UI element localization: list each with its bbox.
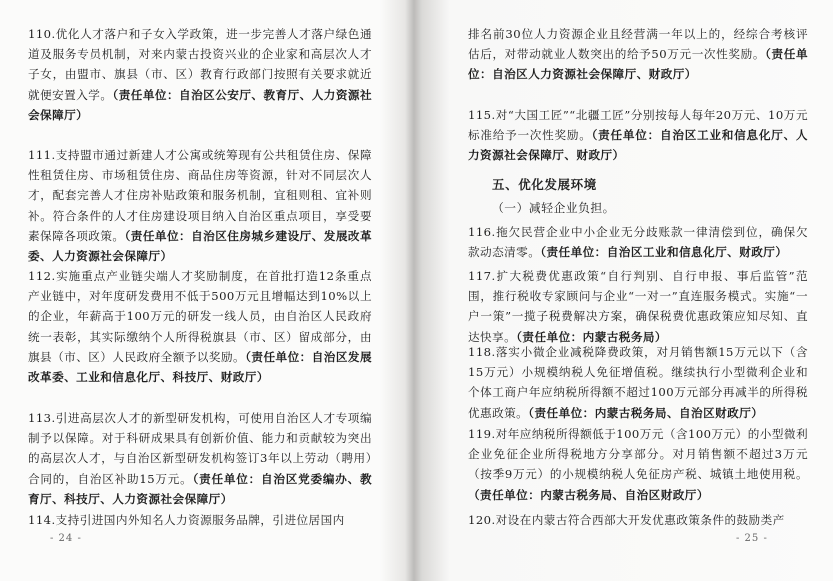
paragraph-text: 113.引进高层次人才的新型研发机构，可使用自治区人才专项编制予以保障。对于科研成果具有创新价值、能力和贡献较为突出的高层次人才，与自治区新型研发机构签订3年以上劳动（聘用）合同的，自治区补助15万元。 [28, 411, 372, 486]
responsible-units: （责任单位：自治区住房城乡建设厅、发展改革委、人力资源社会保障厅） [28, 228, 372, 264]
paragraph-text: 116.拖欠民营企业中小企业无分歧账款一律清偿到位，确保欠款动态清零。 [468, 225, 808, 260]
paragraph-113 [28, 408, 372, 509]
paragraph-114 [28, 510, 372, 530]
responsible-units: （责任单位：内蒙古税务局、自治区财政厅） [468, 487, 709, 502]
paragraph-116 [468, 222, 808, 262]
subsection-heading: （一）减轻企业负担。 [492, 201, 615, 215]
paragraph-115 [468, 105, 808, 166]
responsible-units: （责任单位：自治区公安厅、教育厅、人力资源社会保障厅） [28, 87, 372, 122]
responsible-units: （责任单位：自治区工业和信息化厅、财政厅） [540, 245, 788, 260]
paragraph-text: 112.实施重点产业链尖端人才奖励制度，在首批打造12条重点产业链中，对年度研发费用不低于500万元且增幅达到10%以上的企业，年薪高于100万元的研发一线人员，由自治区人民政府统一表彰，其实际缴纳个人所得税旗县（市、区）留成部分，由旗县（市、区）人民政府全额予以奖励。 [28, 269, 372, 364]
paragraph-text: 117.扩大税费优惠政策“自行判别、自行申报、事后监管”范围，推行税收专家顾问与企业“一对一”直连服务模式。实施“一户一策”一揽子税费解决方案，确保税费优惠政策应知尽知、直达快享。 [468, 269, 808, 344]
paragraph-text: 120.对设在内蒙古符合西部大开发优惠政策条件的鼓励类产 [468, 513, 785, 527]
page-number: - 25 - [736, 533, 768, 544]
responsible-units: （责任单位：自治区发展改革委、工业和信息化厅、科技厅、财政厅） [28, 349, 372, 385]
responsible-units: （责任单位：内蒙古税务局） [516, 329, 667, 344]
paragraph-110 [28, 24, 372, 125]
paragraph-120 [468, 510, 808, 530]
paragraph-text: 114.支持引进国内外知名人力资源服务品牌，引进位居国内 [28, 513, 345, 527]
paragraph-112 [28, 266, 372, 387]
section-heading: 五、优化发展环境 [492, 177, 597, 192]
paragraph-text: 排名前30位人力资源企业且经营满一年以上的，经综合考核评估后，对带动就业人数突出的给予50万元一次性奖励。 [468, 27, 808, 62]
paragraph-text: 111.支持盟市通过新建人才公寓或统筹现有公共租赁住房、保障性租赁住房、市场租赁住房、商品住房等资源，针对不同层次人才，配套完善人才住房补贴政策和服务机制，宜租则租、宜补则补。符合条件的人才住房建设项目纳入自治区重点项目，享受要素保障各项政策。 [28, 148, 372, 243]
left-page [0, 0, 414, 581]
responsible-units: （责任单位：自治区工业和信息化厅、人力资源社会保障厅、财政厅） [468, 128, 808, 163]
responsible-units: （责任单位：内蒙古税务局、自治区财政厅） [528, 405, 764, 420]
paragraph-117 [468, 266, 808, 347]
paragraph-111 [28, 145, 372, 266]
paragraph-text: 119.对年应纳税所得额低于100万元（含100万元）的小型微利企业免征企业所得税地方分享部分。对月销售额不超过3万元（按季9万元）的小规模纳税人免征房产税、城镇土地使用税。 [468, 427, 808, 482]
right-page [418, 0, 833, 581]
paragraph-119 [468, 424, 808, 505]
paragraph-text: 110.优化人才落户和子女入学政策，进一步完善人才落户绿色通道及服务专员机制，对来内蒙古投资兴业的企业家和高层次人才子女，由盟市、旗县（市、区）教育行政部门按照有关要求就近就便安置入学。 [28, 27, 372, 102]
paragraph-text: 115.对“大国工匠”“北疆工匠”分别按每人每年20万元、10万元标准给予一次性奖励。 [468, 108, 808, 143]
responsible-units: （责任单位：自治区人力资源社会保障厅、财政厅） [468, 47, 808, 82]
paragraph-118 [468, 342, 808, 423]
responsible-units: （责任单位：自治区党委编办、教育厅、科技厅、人力资源社会保障厅） [28, 471, 372, 506]
paragraph-114-continued [468, 24, 808, 85]
paragraph-text: 118.落实小微企业减税降费政策，对月销售额15万元以下（含15万元）小规模纳税人免征增值税。继续执行小型微利企业和个体工商户年应纳税所得额不超过100万元部分再减半的所得税优惠政策。 [468, 345, 808, 420]
page-number: - 24 - [50, 533, 82, 544]
